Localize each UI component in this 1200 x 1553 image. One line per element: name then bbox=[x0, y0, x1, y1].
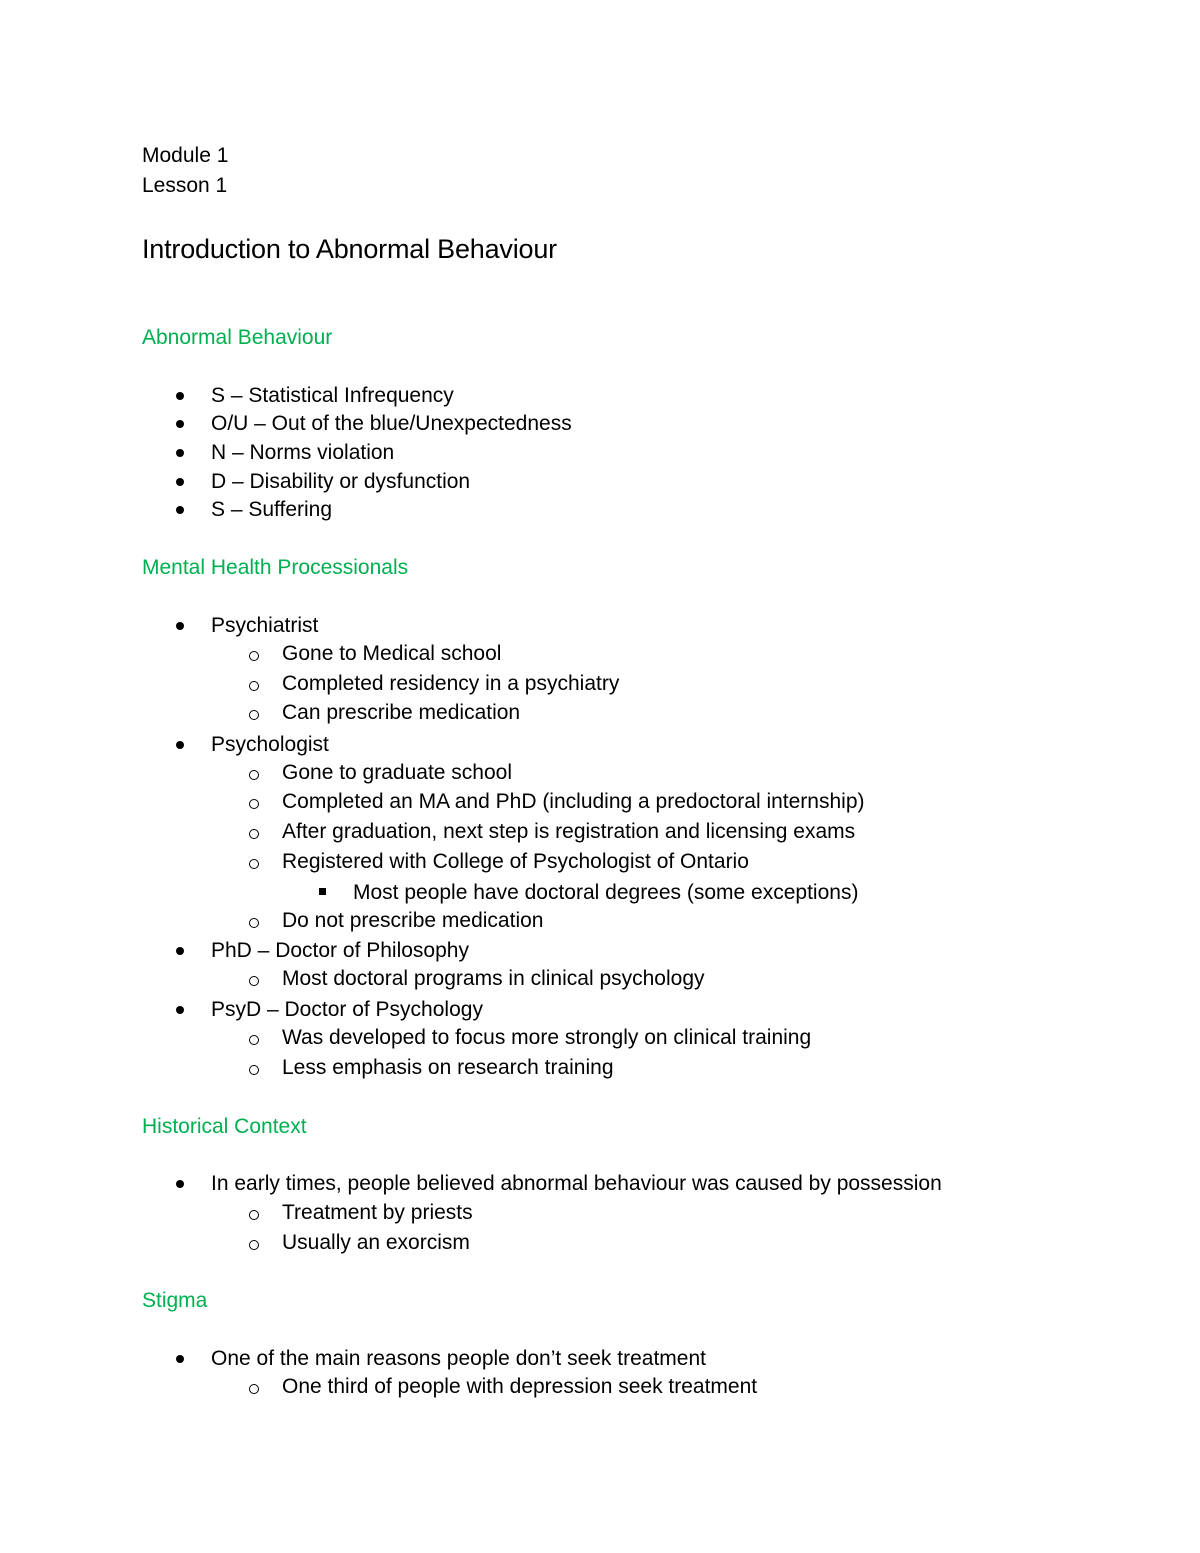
bullet-icon bbox=[176, 1355, 184, 1363]
sub-list-item: Usually an exorcism bbox=[282, 1231, 470, 1254]
sub-sub-list-item: Most people have doctoral degrees (some exceptions) bbox=[353, 881, 859, 904]
sub-bullet-icon bbox=[249, 1210, 259, 1220]
bullet-icon bbox=[176, 741, 184, 749]
sub-list-item: Completed an MA and PhD (including a predoctoral internship) bbox=[282, 790, 865, 813]
sub-bullet-icon bbox=[249, 976, 259, 986]
section-heading-historical-context: Historical Context bbox=[142, 1115, 307, 1138]
sub-list-item: After graduation, next step is registration and licensing exams bbox=[282, 820, 856, 843]
sub-bullet-icon bbox=[249, 829, 259, 839]
list-item: D – Disability or dysfunction bbox=[211, 470, 471, 493]
sub-bullet-icon bbox=[249, 681, 259, 691]
sub-bullet-icon bbox=[249, 1384, 259, 1394]
sub-bullet-icon bbox=[249, 710, 259, 720]
list-item: N – Norms violation bbox=[211, 441, 395, 464]
sub-bullet-icon bbox=[249, 799, 259, 809]
list-item: In early times, people believed abnormal behaviour was caused by possession bbox=[211, 1172, 942, 1195]
bullet-icon bbox=[176, 449, 184, 457]
list-item-psyd: PsyD – Doctor of Psychology bbox=[211, 998, 483, 1021]
sub-list-item: Can prescribe medication bbox=[282, 701, 521, 724]
list-item-psychiatrist: Psychiatrist bbox=[211, 614, 319, 637]
section-heading-mental-health-professionals: Mental Health Processionals bbox=[142, 556, 409, 579]
sub-list-item: Gone to graduate school bbox=[282, 761, 512, 784]
bullet-icon bbox=[176, 1180, 184, 1188]
list-item: S – Statistical Infrequency bbox=[211, 384, 454, 407]
bullet-icon bbox=[176, 947, 184, 955]
sub-list-item: Less emphasis on research training bbox=[282, 1056, 614, 1079]
list-item-psychologist: Psychologist bbox=[211, 733, 329, 756]
list-item-phd: PhD – Doctor of Philosophy bbox=[211, 939, 469, 962]
sub-list-item: Completed residency in a psychiatry bbox=[282, 672, 620, 695]
sub-list-item: Was developed to focus more strongly on clinical training bbox=[282, 1026, 812, 1049]
sub-list-item: Registered with College of Psychologist of Ontario bbox=[282, 850, 749, 873]
sub-bullet-icon bbox=[249, 651, 259, 661]
sub-bullet-icon bbox=[249, 1035, 259, 1045]
sub-list-item: Do not prescribe medication bbox=[282, 909, 544, 932]
sub-list-item: Treatment by priests bbox=[282, 1201, 473, 1224]
square-bullet-icon bbox=[319, 888, 326, 895]
bullet-icon bbox=[176, 622, 184, 630]
list-item: O/U – Out of the blue/Unexpectedness bbox=[211, 412, 572, 435]
sub-list-item: Gone to Medical school bbox=[282, 642, 502, 665]
list-item: One of the main reasons people don’t seek treatment bbox=[211, 1347, 706, 1370]
bullet-icon bbox=[176, 1006, 184, 1014]
lesson-label: Lesson 1 bbox=[142, 174, 228, 197]
document-title: Introduction to Abnormal Behaviour bbox=[142, 234, 557, 264]
sub-bullet-icon bbox=[249, 1065, 259, 1075]
sub-bullet-icon bbox=[249, 859, 259, 869]
section-heading-stigma: Stigma bbox=[142, 1289, 208, 1312]
section-heading-abnormal-behaviour: Abnormal Behaviour bbox=[142, 326, 333, 349]
bullet-icon bbox=[176, 420, 184, 428]
list-item: S – Suffering bbox=[211, 498, 333, 521]
sub-bullet-icon bbox=[249, 918, 259, 928]
sub-bullet-icon bbox=[249, 1240, 259, 1250]
sub-list-item: Most doctoral programs in clinical psychology bbox=[282, 967, 705, 990]
sub-bullet-icon bbox=[249, 770, 259, 780]
bullet-icon bbox=[176, 478, 184, 486]
module-label: Module 1 bbox=[142, 144, 229, 167]
bullet-icon bbox=[176, 392, 184, 400]
sub-list-item: One third of people with depression seek treatment bbox=[282, 1375, 758, 1398]
bullet-icon bbox=[176, 506, 184, 514]
